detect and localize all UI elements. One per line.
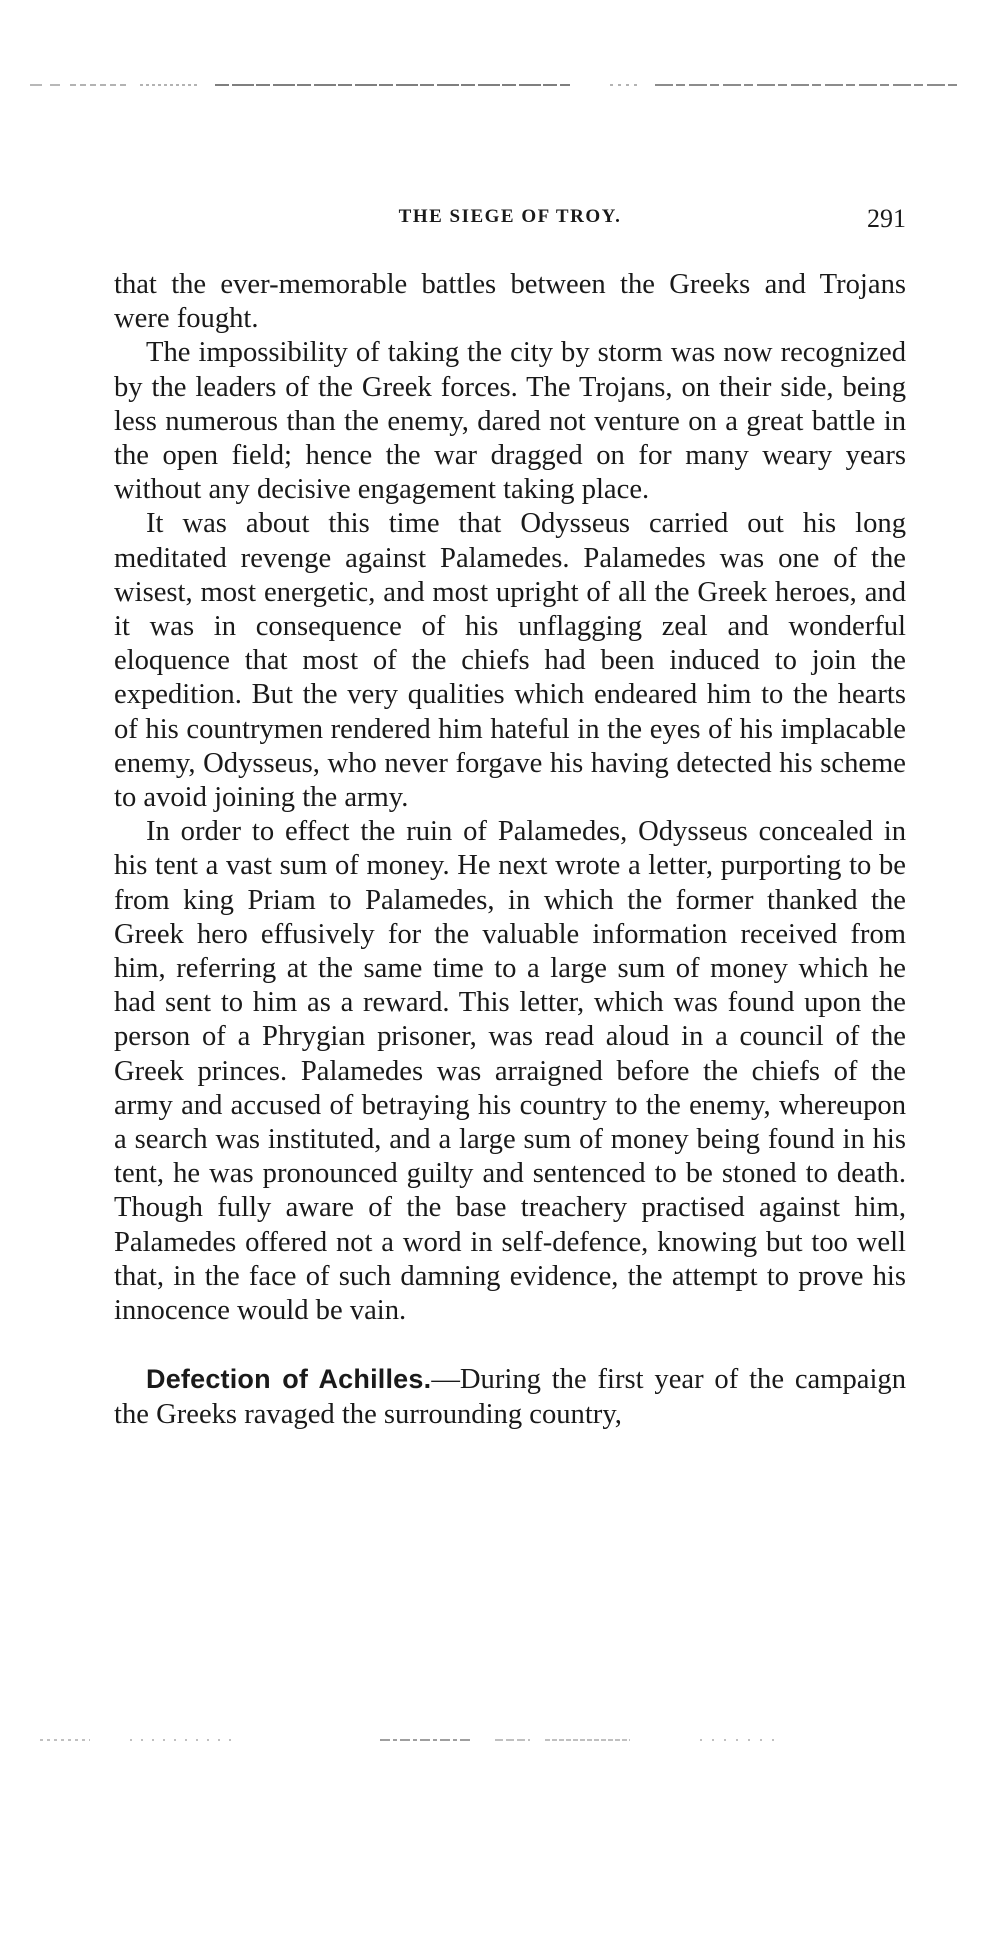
scan-artifact-bottom-rule [0, 1735, 1000, 1745]
section-heading: Defection of Achilles. [146, 1364, 432, 1395]
running-title: THE SIEGE OF TROY. [398, 206, 622, 227]
paragraph-4: In order to effect the ruin of Palamedes, Odysseus concealed in his tent a vast sum of money. He next wrote a letter, purporting to be from king Priam to Palamedes, in which the former thanked the Greek hero effusively for the valuable information received from him, referring at the same time to a large sum of money which he had sent to him as a reward. This letter, which was found upon the person of a Phrygian prisoner, was read aloud in a council of the Greek princes. Palamedes was arraigned before the chiefs of the army and accused of betraying his country to the enemy, whereupon a search was instituted, and a large sum of money being found in his tent, he was pronounced guilty and sentenced to be stoned to death. Though fully aware of the base treachery practised against him, Palamedes offered not a word in self-defence, knowing but too well that, in the face of such damning evidence, the attempt to prove his innocence would be vain. [114, 816, 906, 1327]
running-header [114, 204, 906, 240]
page-number: 291 [867, 204, 906, 233]
body-text [114, 268, 906, 1432]
paragraph-1: that the ever-memorable battles between the Greeks and Trojans were fought. [114, 269, 906, 335]
paragraph-2: The impossibility of taking the city by storm was now recognized by the leaders of the Greek forces. The Trojans, on their side, being less numerous than the enemy, dared not venture on a great battle in the open field; hence the war dragged on for many weary years without any decisive engagement taking place. [114, 337, 906, 506]
section-text: —During the first year of the campaign the Greeks ravaged the surrounding country, [114, 1364, 906, 1430]
section-paragraph [114, 1362, 906, 1431]
scan-artifact-top-rule [0, 80, 1000, 90]
paragraph-3: It was about this time that Odysseus carried out his long meditated revenge against Palamedes. Palamedes was one of the wisest, most energetic, and most upright of all the Greek heroes, and it was in consequence of his unflagging zeal and wonderful eloquence that most of the chiefs had been induced to join the expedition. But the very qualities which endeared him to the hearts of his countrymen rendered him hateful in the eyes of his implacable enemy, Odysseus, who never forgave his having detected his scheme to avoid joining the army. [114, 508, 906, 814]
